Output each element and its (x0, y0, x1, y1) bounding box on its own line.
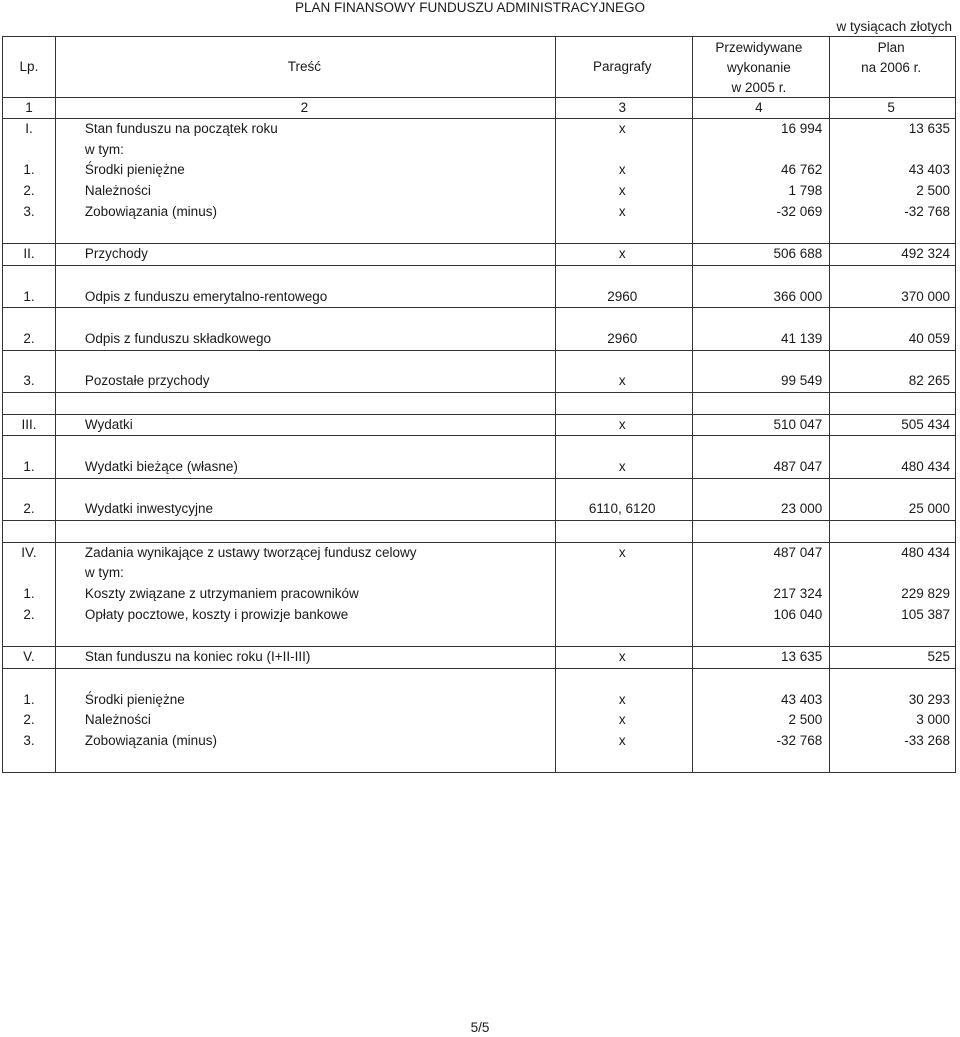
cell-exp (691, 563, 828, 584)
cell-plan: 25 000 (908, 501, 951, 517)
table-row (3, 626, 955, 647)
cell-text (55, 222, 554, 243)
cell-text: Zadania wynikające z ustawy tworzącej fundusz celowy (84, 544, 417, 560)
cell-par: x (618, 246, 626, 262)
header-plan-line-2: na 2006 r. (861, 60, 922, 75)
cell-lp (3, 436, 55, 457)
table-row (3, 731, 955, 752)
cell-text: Odpis z funduszu emerytalno-rentowego (84, 288, 328, 304)
cell-par: x (618, 203, 626, 219)
table-row (3, 710, 955, 731)
cell-exp (691, 521, 828, 542)
cell-par: x (618, 691, 626, 707)
cell-plan: 30 293 (908, 691, 951, 707)
cell-plan (827, 752, 955, 773)
cell-lp: 3. (23, 732, 35, 748)
cell-plan (827, 626, 955, 647)
cell-plan: 3 000 (916, 712, 951, 728)
cell-par: x (618, 183, 626, 199)
table-row (3, 118, 955, 140)
cell-text: Odpis z funduszu składkowego (84, 330, 271, 346)
table-row (3, 287, 955, 308)
cell-text: Koszty związane z utrzymaniem pracowników (84, 586, 359, 602)
cell-text: Stan funduszu na koniec roku (I+II-III) (84, 649, 311, 665)
column-number: 1 (25, 100, 33, 115)
cell-lp: 3. (23, 203, 35, 219)
cell-text: Opłaty pocztowe, koszty i prowizje bankowe (84, 606, 349, 622)
table-row (3, 181, 955, 202)
cell-text: Należności (84, 712, 151, 728)
cell-lp (3, 351, 55, 372)
table-row (3, 542, 955, 564)
cell-par (554, 669, 691, 690)
cell-text (55, 669, 554, 690)
cell-text (55, 521, 554, 542)
finance-table (2, 36, 956, 773)
cell-text: Wydatki (84, 416, 133, 432)
cell-plan: 229 829 (901, 586, 951, 602)
cell-exp (691, 669, 828, 690)
cell-plan: 105 387 (901, 606, 951, 622)
cell-par: x (618, 416, 626, 432)
cell-exp: 23 000 (780, 501, 823, 517)
cell-text (55, 266, 554, 287)
cell-par (554, 752, 691, 773)
cell-lp (3, 563, 55, 584)
column-number: 3 (618, 100, 626, 115)
cell-text: Stan funduszu na początek roku (84, 121, 278, 136)
cell-lp: 2. (23, 330, 35, 346)
cell-lp (3, 626, 55, 647)
header-przewidywane-line-3: w 2005 r. (731, 80, 787, 95)
header-tresc: Treść (287, 59, 321, 74)
cell-par (554, 351, 691, 372)
cell-exp (691, 140, 828, 161)
table-row (3, 499, 955, 520)
cell-lp (3, 140, 55, 161)
table-row (3, 520, 955, 542)
cell-par: x (618, 712, 626, 728)
cell-plan (827, 308, 955, 329)
cell-par (554, 479, 691, 500)
cell-lp: 2. (23, 712, 35, 728)
cell-plan: 505 434 (901, 416, 951, 432)
table-row (3, 243, 955, 265)
cell-plan (827, 140, 955, 161)
cell-plan (827, 393, 955, 414)
cell-text: Środki pieniężne (84, 691, 185, 707)
cell-text: w tym: (84, 141, 124, 157)
cell-par (554, 393, 691, 414)
cell-lp (3, 521, 55, 542)
column-number-row (3, 97, 955, 118)
cell-par: x (618, 732, 626, 748)
cell-exp (691, 479, 828, 500)
cell-exp (691, 222, 828, 243)
cell-lp (3, 669, 55, 690)
cell-plan: 13 635 (908, 121, 951, 136)
cell-plan (827, 351, 955, 372)
cell-lp: 1. (23, 288, 35, 304)
cell-lp: 3. (23, 373, 35, 389)
page-number (0, 1020, 960, 1035)
cell-par (554, 436, 691, 457)
cell-par (554, 626, 691, 647)
document-title (0, 0, 960, 15)
cell-text (55, 436, 554, 457)
cell-par: x (618, 649, 626, 665)
cell-text (55, 752, 554, 773)
cell-lp: 1. (23, 162, 35, 178)
cell-lp (3, 393, 55, 414)
cell-exp: 13 635 (780, 649, 823, 665)
cell-text (55, 393, 554, 414)
table-row (3, 668, 955, 690)
table-row (3, 160, 955, 181)
cell-plan: -32 768 (904, 203, 951, 219)
cell-plan (827, 436, 955, 457)
cell-text: Wydatki bieżące (własne) (84, 459, 238, 474)
table-row (3, 690, 955, 711)
cell-lp (3, 479, 55, 500)
cell-text (55, 351, 554, 372)
cell-plan: 525 (927, 649, 951, 665)
table-row (3, 265, 955, 287)
cell-exp: 487 047 (773, 459, 823, 474)
cell-exp: 106 040 (773, 606, 823, 622)
cell-text: Zobowiązania (minus) (84, 203, 217, 219)
cell-text: Środki pieniężne (84, 162, 185, 178)
cell-text (55, 479, 554, 500)
cell-plan: 2 500 (916, 183, 951, 199)
cell-lp (3, 308, 55, 329)
cell-lp: 1. (23, 459, 35, 474)
cell-lp (3, 752, 55, 773)
table-row (3, 584, 955, 605)
cell-exp: 217 324 (773, 586, 823, 602)
cell-par (554, 266, 691, 287)
cell-par (554, 584, 691, 605)
cell-plan (827, 521, 955, 542)
cell-exp (691, 393, 828, 414)
table-row (3, 140, 955, 161)
header-plan-line-1: Plan (877, 40, 905, 55)
cell-exp (691, 752, 828, 773)
cell-par (554, 563, 691, 584)
cell-plan: 40 059 (908, 330, 951, 346)
cell-plan: 480 434 (901, 459, 951, 474)
header-przewidywane-line-2: wykonanie (727, 60, 791, 75)
cell-plan: 43 403 (908, 162, 951, 178)
table-row (3, 222, 955, 243)
cell-lp: II. (23, 246, 35, 262)
page-number-text: 5/5 (470, 1020, 490, 1035)
cell-exp: 46 762 (780, 162, 823, 178)
cell-exp: 506 688 (773, 246, 823, 262)
header-przewidywane-line-1: Przewidywane (715, 40, 803, 55)
cell-par: x (618, 162, 626, 178)
cell-lp: III. (21, 416, 37, 432)
cell-text (55, 626, 554, 647)
cell-lp: V. (23, 649, 35, 665)
cell-exp: 1 798 (788, 183, 823, 199)
cell-par (554, 521, 691, 542)
cell-lp (3, 266, 55, 287)
cell-plan (827, 479, 955, 500)
cell-par: x (618, 544, 626, 560)
cell-exp: 43 403 (780, 691, 823, 707)
table-row (3, 329, 955, 350)
cell-text: Zobowiązania (minus) (84, 732, 217, 748)
cell-exp: 487 047 (773, 544, 823, 560)
cell-text: Należności (84, 183, 151, 199)
cell-par: 6110, 6120 (588, 501, 656, 517)
cell-par: x (618, 121, 626, 136)
cell-par (554, 222, 691, 243)
cell-exp (691, 308, 828, 329)
table-row (3, 435, 955, 457)
table-header-row (3, 37, 955, 97)
cell-plan: -33 268 (904, 732, 951, 748)
cell-text: w tym: (84, 565, 124, 581)
table-row (3, 563, 955, 584)
header-plan (827, 37, 955, 97)
table-row (3, 457, 955, 478)
header-lp: Lp. (19, 59, 39, 74)
cell-exp: 16 994 (780, 121, 823, 136)
header-przewidywane (691, 37, 828, 97)
table-row (3, 752, 955, 773)
cell-plan: 492 324 (901, 246, 951, 262)
cell-par: 2960 (607, 330, 638, 346)
cell-exp: -32 069 (776, 203, 823, 219)
table-row (3, 371, 955, 392)
cell-lp: 2. (23, 183, 35, 199)
cell-par (554, 605, 691, 626)
cell-exp: 99 549 (780, 373, 823, 389)
cell-plan: 480 434 (901, 544, 951, 560)
cell-text: Pozostałe przychody (84, 373, 210, 389)
cell-plan (827, 669, 955, 690)
cell-par: 2960 (607, 288, 638, 304)
cell-exp (691, 266, 828, 287)
cell-exp: 510 047 (773, 416, 823, 432)
cell-par: x (618, 459, 626, 474)
unit-label: w tysiącach złotych (836, 19, 952, 34)
cell-plan: 82 265 (908, 373, 951, 389)
table-row (3, 605, 955, 626)
cell-plan (827, 266, 955, 287)
cell-plan (827, 222, 955, 243)
table-row (3, 202, 955, 223)
title-text: PLAN FINANSOWY FUNDUSZU ADMINISTRACYJNEGO (294, 0, 646, 15)
table-row (3, 392, 955, 414)
table-row (3, 478, 955, 500)
cell-exp: 41 139 (780, 330, 823, 346)
column-number: 5 (887, 100, 895, 115)
cell-lp (3, 222, 55, 243)
cell-plan (827, 563, 955, 584)
cell-exp (691, 351, 828, 372)
cell-lp: 1. (23, 586, 35, 602)
cell-plan: 370 000 (901, 288, 951, 304)
table-row (3, 646, 955, 668)
cell-exp: 2 500 (788, 712, 823, 728)
cell-par: x (618, 373, 626, 389)
cell-par (554, 308, 691, 329)
cell-lp: 2. (23, 606, 35, 622)
table-row (3, 307, 955, 329)
column-number: 2 (300, 100, 309, 115)
cell-text (55, 308, 554, 329)
cell-exp (691, 436, 828, 457)
column-number: 4 (755, 100, 763, 115)
cell-exp (691, 626, 828, 647)
cell-lp: I. (25, 121, 33, 136)
table-row (3, 414, 955, 436)
cell-lp: 2. (23, 501, 35, 517)
table-row (3, 350, 955, 372)
cell-exp: 366 000 (773, 288, 823, 304)
cell-text: Przychody (84, 246, 148, 262)
header-paragrafy: Paragrafy (592, 59, 652, 74)
table-body (3, 118, 955, 772)
cell-par (554, 140, 691, 161)
cell-text: Wydatki inwestycyjne (84, 501, 214, 517)
cell-exp: -32 768 (776, 732, 823, 748)
cell-lp: IV. (21, 544, 37, 560)
cell-lp: 1. (23, 691, 35, 707)
